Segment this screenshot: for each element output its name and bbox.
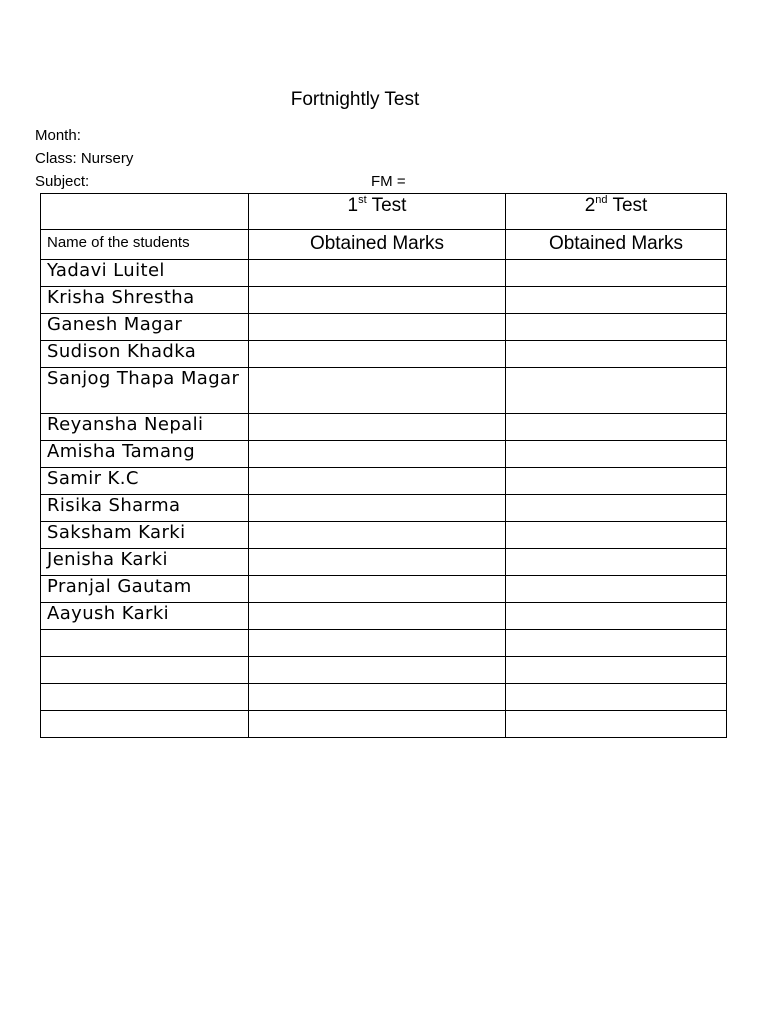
table-row xyxy=(41,603,727,630)
student-name: Sudison Khadka xyxy=(41,341,249,368)
first-test-marks-cell[interactable] xyxy=(249,441,506,468)
student-name: Yadavi Luitel xyxy=(41,260,249,287)
empty-name-cell[interactable] xyxy=(41,684,249,711)
second-test-marks-cell[interactable] xyxy=(506,468,727,495)
marks-table xyxy=(40,193,727,738)
table-row xyxy=(41,287,727,314)
table-row xyxy=(41,468,727,495)
second-test-marks-cell[interactable] xyxy=(506,603,727,630)
subject-label: Subject: xyxy=(35,173,90,190)
student-name: Saksham Karki xyxy=(41,522,249,549)
second-test-marks-cell[interactable] xyxy=(506,657,727,684)
second-test-obtained-marks-header: Obtained Marks xyxy=(506,230,727,260)
first-test-header xyxy=(249,194,506,230)
first-test-marks-cell[interactable] xyxy=(249,522,506,549)
table-row xyxy=(41,522,727,549)
first-test-number: 1 xyxy=(347,195,359,216)
second-test-marks-cell[interactable] xyxy=(506,341,727,368)
student-name: Risika Sharma xyxy=(41,495,249,522)
table-row xyxy=(41,441,727,468)
table-row xyxy=(41,414,727,441)
second-test-header xyxy=(506,194,727,230)
student-name: Jenisha Karki xyxy=(41,549,249,576)
class-label: Class: Nursery xyxy=(35,150,134,167)
test-header-row xyxy=(41,194,727,230)
first-test-marks-cell[interactable] xyxy=(249,314,506,341)
student-name: Sanjog Thapa Magar xyxy=(41,368,249,414)
second-test-marks-cell[interactable] xyxy=(506,260,727,287)
first-test-marks-cell[interactable] xyxy=(249,468,506,495)
second-test-marks-cell[interactable] xyxy=(506,414,727,441)
full-marks-label: FM = xyxy=(371,173,406,190)
empty-row xyxy=(41,711,727,738)
second-test-ordinal: nd xyxy=(595,193,608,206)
student-name: Pranjal Gautam xyxy=(41,576,249,603)
first-test-marks-cell[interactable] xyxy=(249,657,506,684)
second-test-marks-cell[interactable] xyxy=(506,441,727,468)
table-row xyxy=(41,576,727,603)
first-test-marks-cell[interactable] xyxy=(249,630,506,657)
header-empty-cell xyxy=(41,194,249,230)
second-test-marks-cell[interactable] xyxy=(506,314,727,341)
second-test-marks-cell[interactable] xyxy=(506,495,727,522)
second-test-marks-cell[interactable] xyxy=(506,522,727,549)
table-row xyxy=(41,341,727,368)
second-test-marks-cell[interactable] xyxy=(506,630,727,657)
first-test-marks-cell[interactable] xyxy=(249,287,506,314)
empty-row xyxy=(41,684,727,711)
student-name: Samir K.C xyxy=(41,468,249,495)
second-test-number: 2 xyxy=(584,195,596,216)
student-name: Reyansha Nepali xyxy=(41,414,249,441)
student-name: Krisha Shrestha xyxy=(41,287,249,314)
table-row xyxy=(41,368,727,414)
page-title: Fortnightly Test xyxy=(290,89,420,110)
first-test-marks-cell[interactable] xyxy=(249,711,506,738)
second-test-label: Test xyxy=(612,195,648,216)
student-name: Aayush Karki xyxy=(41,603,249,630)
second-test-marks-cell[interactable] xyxy=(506,684,727,711)
empty-row xyxy=(41,657,727,684)
student-name-header: Name of the students xyxy=(41,230,249,260)
second-test-marks-cell[interactable] xyxy=(506,549,727,576)
first-test-marks-cell[interactable] xyxy=(249,684,506,711)
empty-name-cell[interactable] xyxy=(41,630,249,657)
student-name: Ganesh Magar xyxy=(41,314,249,341)
empty-name-cell[interactable] xyxy=(41,657,249,684)
empty-name-cell[interactable] xyxy=(41,711,249,738)
first-test-marks-cell[interactable] xyxy=(249,368,506,414)
first-test-label: Test xyxy=(371,195,407,216)
first-test-marks-cell[interactable] xyxy=(249,549,506,576)
first-test-marks-cell[interactable] xyxy=(249,495,506,522)
first-test-marks-cell[interactable] xyxy=(249,414,506,441)
first-test-marks-cell[interactable] xyxy=(249,341,506,368)
first-test-ordinal: st xyxy=(358,193,367,206)
second-test-marks-cell[interactable] xyxy=(506,576,727,603)
student-name: Amisha Tamang xyxy=(41,441,249,468)
table-row xyxy=(41,549,727,576)
table-row xyxy=(41,260,727,287)
second-test-marks-cell[interactable] xyxy=(506,287,727,314)
table-row xyxy=(41,495,727,522)
month-label: Month: xyxy=(35,127,81,144)
first-test-obtained-marks-header: Obtained Marks xyxy=(249,230,506,260)
second-test-marks-cell[interactable] xyxy=(506,368,727,414)
first-test-marks-cell[interactable] xyxy=(249,576,506,603)
empty-row xyxy=(41,630,727,657)
first-test-marks-cell[interactable] xyxy=(249,603,506,630)
table-row xyxy=(41,314,727,341)
first-test-marks-cell[interactable] xyxy=(249,260,506,287)
second-test-marks-cell[interactable] xyxy=(506,711,727,738)
column-header-row xyxy=(41,230,727,260)
